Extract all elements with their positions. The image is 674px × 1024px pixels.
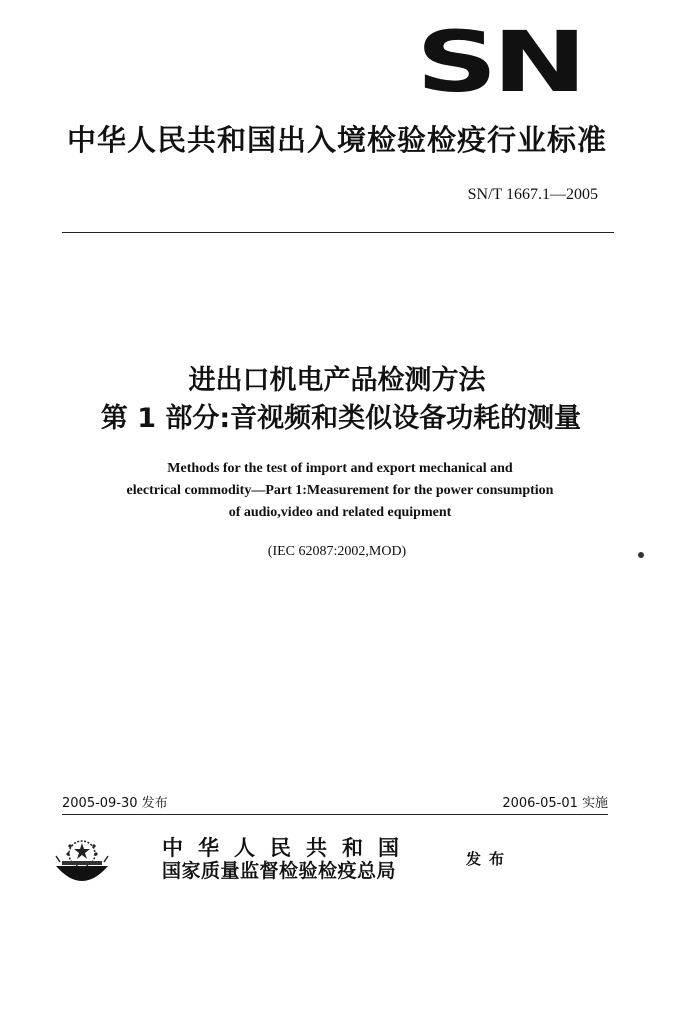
implementation-date: 2006-05-01 实施 [502, 796, 608, 811]
issuer-agency: 国家质量监督检验检疫总局 [162, 860, 397, 882]
publish-label: 发布 [466, 850, 513, 868]
issuer-country: 中华人民共和国 [162, 835, 414, 860]
title-en-line: of audio,video and related equipment [228, 505, 452, 520]
national-emblem-icon [52, 832, 112, 890]
standard-number: SN/T 1667.1—2005 [467, 186, 598, 203]
iec-reference: (IEC 62087:2002,MOD) [267, 544, 407, 559]
standard-category: 中华人民共和国出入境检验检疫行业标准 [66, 123, 607, 157]
title-cn-line2: 第 1 部分:音视频和类似设备功耗的测量 [100, 403, 582, 434]
title-en-line: Methods for the test of import and export mechanical and [167, 461, 513, 476]
sn-logo: SN [416, 13, 582, 111]
title-en [60, 458, 620, 524]
scan-speck [638, 552, 644, 558]
issue-date: 2005-09-30 发布 [62, 796, 168, 811]
title-cn-line1: 进出口机电产品检测方法 [188, 365, 486, 396]
title-en-line: electrical commodity—Part 1:Measurement for the power consumption [126, 483, 554, 498]
bottom-divider [62, 814, 608, 815]
top-divider [62, 232, 614, 233]
